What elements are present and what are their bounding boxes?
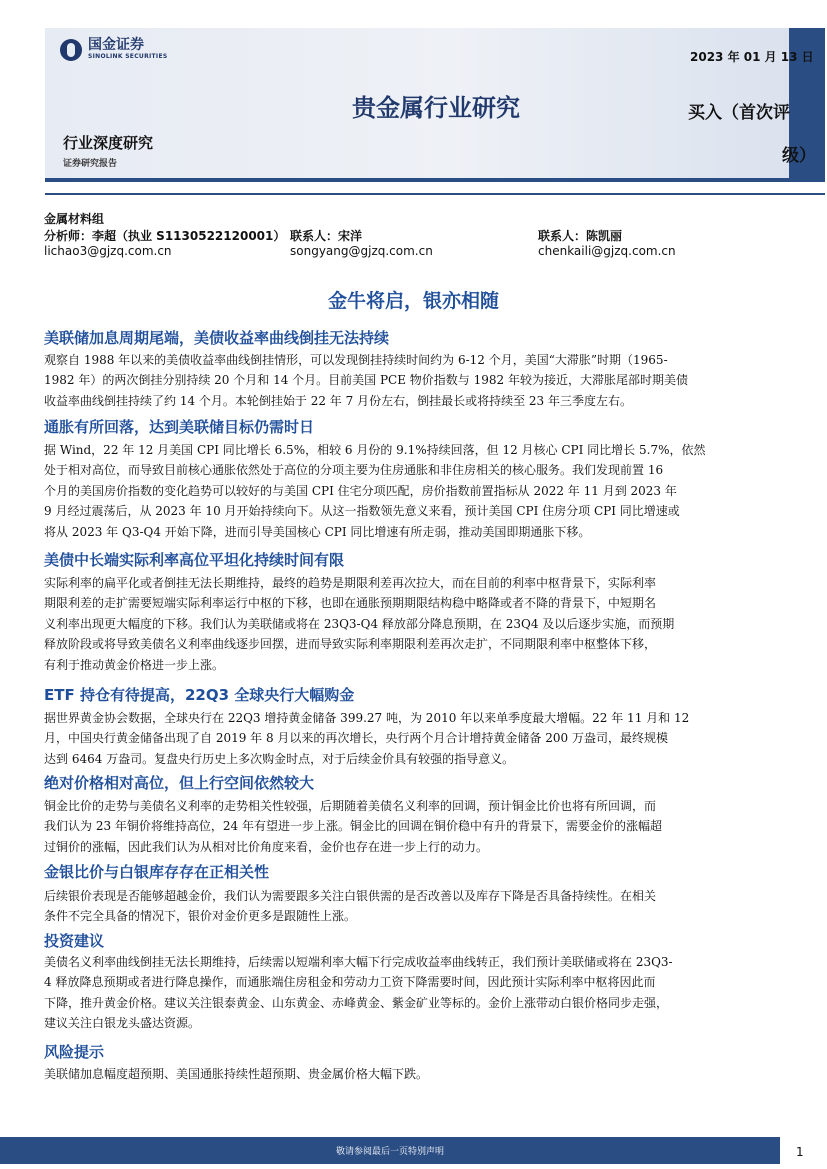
section-heading: 风险提示	[44, 1043, 105, 1061]
logo-icon	[60, 39, 82, 61]
section-body: 据世界黄金协会数据，全球央行在 22Q3 增持黄金储备 399.27 吨，为 2010 年以来单季度最大增幅。22 年 11 月和 12 月，中国央行黄金储备出现了自 2019 年 8 月以来的再次增长，央行两个月合计增持黄金储备 200 万盎司，最终规模 达到 6464 万盎司。复盘央行历史上多次购金时点，对于后续金价具有较强的指导意义。	[44, 711, 690, 766]
contact1-label: 联系人：宋洋	[290, 229, 363, 243]
section-heading: 金银比价与白银库存存在正相关性	[44, 863, 270, 881]
rating-line-1: 买入（首次评	[688, 103, 790, 123]
logo-cn: 国金证券	[88, 37, 144, 53]
contact2-label: 联系人：陈凯丽	[538, 229, 623, 243]
header-divider	[45, 193, 825, 195]
analyst-label: 分析师：李超（执业 S1130522120001）	[44, 229, 286, 243]
section-body: 实际利率的扁平化或者倒挂无法长期维持，最终的趋势是期限利差再次拉大，而在目前的利率中枢背景下，实际利率 期限利差的走扩需要短端实际利率运行中枢的下移，也即在通胀预期期限结构稳中略降或者不降的背景下，中短期名 义利率出现更大幅度的下移。我们认为美联储或将在 23Q3-Q4 释放部分降息预期，在 23Q4 及以后逐步实施，而预期 释放阶段或将导致美债名义利率曲线逐步回摆，进而导致实际利率期限利差再次走扩，不同期限利率中枢整体下移， 有利于推动黄金价格进一步上涨。	[44, 576, 675, 672]
section-heading: ETF 持仓有待提高，22Q3 全球央行大幅购金	[44, 686, 355, 704]
page-number: 1	[796, 1145, 804, 1159]
section-heading: 美联储加息周期尾端，美债收益率曲线倒挂无法持续	[44, 329, 390, 347]
contact1-email[interactable]: songyang@gjzq.com.cn	[290, 244, 433, 258]
contact2-email[interactable]: chenkaili@gjzq.com.cn	[538, 244, 676, 258]
main-title: 金牛将启，银亦相随	[327, 290, 499, 312]
section-heading: 投资建议	[44, 932, 105, 950]
company-logo	[60, 38, 167, 61]
page-footer	[0, 1137, 827, 1169]
section-body: 据 Wind，22 年 12 月美国 CPI 同比增长 6.5%，相较 6 月份的 9.1%持续回落，但 12 月核心 CPI 同比增长 5.7%，依然 处于相对高位，而导致目前核心通胀依然处于高位的分项主要为住房通胀和非住房相关的核心服务。我们发现前置 16 个月的美国房价指数的变化趋势可以较好的与美国 CPI 住宅分项匹配，房价指数前置指标从 2022 年 11 月到 2023 年 9 月经过震荡后，从 2023 年 10 月开始持续向下。从这一指数领先意义来看，预计美国 CPI 住房分项 CPI 同比增速或 将从 2023 年 Q3-Q4 开始下降，进而引导美国核心 CPI 同比增速有所走弱，推动美国即期通胀下移。	[44, 443, 706, 539]
logo-en: SINOLINK SECURITIES	[88, 53, 168, 60]
analyst-email[interactable]: lichao3@gjzq.com.cn	[44, 244, 172, 258]
analyst-group: 金属材料组	[44, 212, 105, 226]
section-heading: 绝对价格相对高位，但上行空间依然较大	[44, 774, 315, 792]
report-title: 贵金属行业研究	[352, 94, 520, 122]
report-date: 2023 年 01 月 13 日	[690, 50, 814, 64]
section-body: 观察自 1988 年以来的美债收益率曲线倒挂情形，可以发现倒挂持续时间约为 6-12 个月，美国“大滞胀”时期（1965- 1982 年）的两次倒挂分别持续 20 个月和 14 个月。目前美国 PCE 物价指数与 1982 年较为接近，大滞胀尾部时期美债 收益率曲线倒挂持续了约 14 个月。本轮倒挂始于 22 年 7 月份左右，倒挂最长或将持续至 23 年三季度左右。	[44, 353, 688, 408]
report-subtype: 证券研究报告	[63, 159, 118, 169]
section-body: 美债名义利率曲线倒挂无法长期维持，后续需以短端利率大幅下行完成收益率曲线转正，我们预计美联储或将在 23Q3- 4 释放降息预期或者进行降息操作，而通胀端住房租金和劳动力工资下降需要时间，因此预计实际利率中枢将因此而 下降，推升黄金价格。建议关注银泰黄金、山东黄金、赤峰黄金、紫金矿业等标的。金价上涨带动白银价格同步走强， 建议关注白银龙头盛达资源。	[44, 955, 673, 1031]
report-type: 行业深度研究	[63, 134, 154, 152]
rating-line-2: 级）	[782, 146, 816, 166]
section-body: 铜金比价的走势与美债名义利率的走势相关性较强，后期随着美债名义利率的回调，预计铜金比价也将有所回调，而 我们认为 23 年铜价将维持高位，24 年有望进一步上涨。铜金比的回调在铜价稳中有升的背景下，需要金价的涨幅超 过铜价的涨幅，因此我们认为从相对比价角度来看，金价也存在进一步上行的动力。	[44, 799, 662, 854]
section-heading: 美债中长端实际利率高位平坦化持续时间有限	[44, 551, 345, 569]
section-body: 美联储加息幅度超预期、美国通胀持续性超预期、贵金属价格大幅下跌。	[44, 1067, 429, 1081]
section-body: 后续银价表现是否能够超越金价，我们认为需要跟多关注白银供需的是否改善以及库存下降是否具备持续性。在相关 条件不完全具备的情况下，银价对金价更多是跟随性上涨。	[44, 889, 657, 924]
section-heading: 通胀有所回落，达到美联储目标仍需时日	[44, 418, 315, 436]
disclaimer-note: 敬请参阅最后一页特别声明	[335, 1147, 444, 1157]
